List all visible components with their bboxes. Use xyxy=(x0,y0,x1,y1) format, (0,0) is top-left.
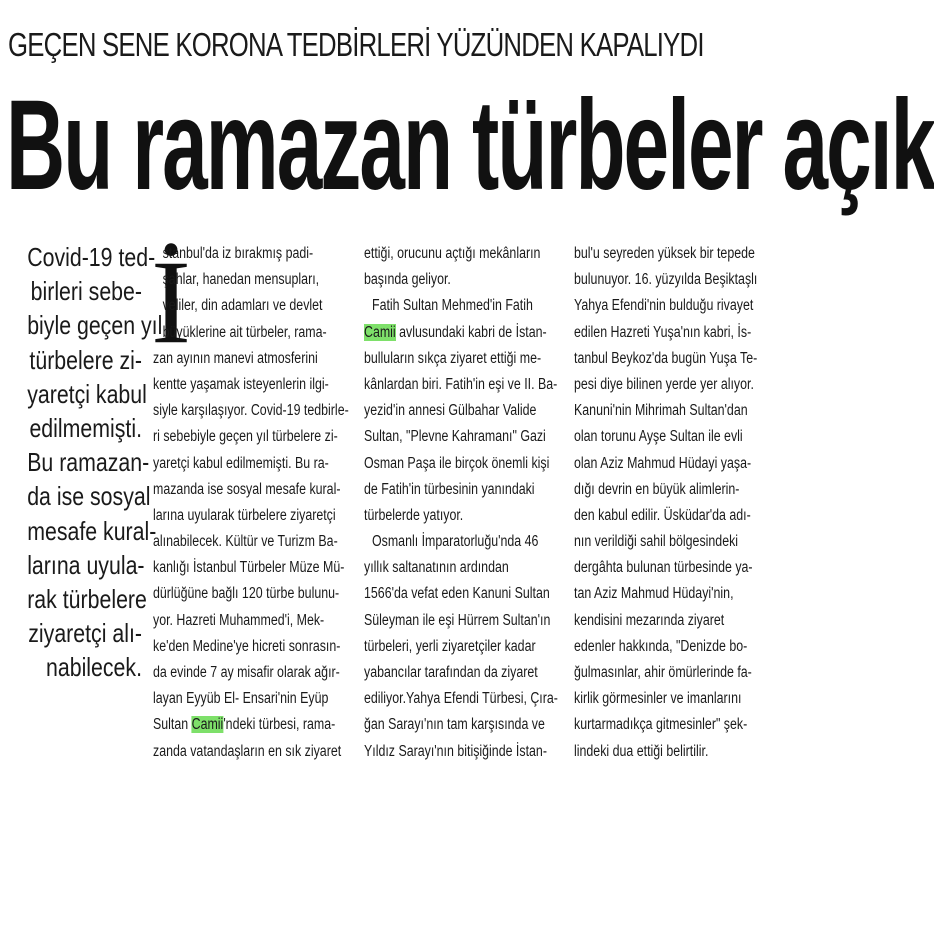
text-line: kirlik görmesinler ve imanlarını xyxy=(574,690,742,708)
sidebar-line: Covid-19 ted- xyxy=(27,242,156,272)
text-line: kânlardan biri. Fatih'in eşi ve II. Ba- xyxy=(364,375,558,393)
text-line: ri sebebiyle geçen yıl türbelere zi- xyxy=(153,428,338,446)
text-line: kurtarmadıkça gitmesinler" şek- xyxy=(574,716,748,734)
text-line: zan ayının manevi atmosferini xyxy=(153,349,318,367)
text-line: ğan Sarayı'nın tam karşısında ve xyxy=(364,716,545,734)
sidebar-line: yaretçi kabul xyxy=(27,378,147,409)
text-line: Yıldız Sarayı'nın bitişiğinde İstan- xyxy=(364,742,547,760)
text-line: nın verildiği sahil bölgesindeki xyxy=(574,533,739,551)
text-line: şahlar, hanedan mensupları, xyxy=(162,271,320,289)
text-line: büyüklerine ait türbeler, rama- xyxy=(162,323,327,341)
sidebar-line: larına uyula- xyxy=(27,549,145,580)
text-line: stanbul'da iz bırakmış padi- xyxy=(162,245,314,262)
text-line: den kabul edilir. Üsküdar'da adı- xyxy=(574,506,751,524)
text-line: larına uyularak türbelere ziyaretçi xyxy=(153,506,336,524)
text-line: lindeki dua ettiği belirtilir. xyxy=(574,742,709,760)
text-line: yezid'in annesi Gülbahar Valide xyxy=(364,402,537,420)
text-line: ke'den Medine'ye hicreti sonrasın- xyxy=(153,637,341,655)
text-line: veliler, din adamları ve devlet xyxy=(162,297,323,315)
text-line: türbelerde yatıyor. xyxy=(364,506,464,524)
text-line: dürlüğüne bağlı 120 türbe bulunu- xyxy=(153,585,340,603)
highlighted-word: Camii xyxy=(364,323,396,341)
headline: Bu ramazan türbeler açık xyxy=(6,74,934,217)
text-line: tan Aziz Mahmud Hüdayi'nin, xyxy=(574,585,734,603)
text-line: pesi diye bilinen yerde yer alıyor. xyxy=(574,375,754,393)
text-line xyxy=(364,320,547,346)
drop-cap: İ xyxy=(151,235,191,368)
sidebar-line: ziyaretçi alı- xyxy=(28,618,142,649)
sidebar-line: da ise sosyal xyxy=(27,481,151,512)
text-line: yabancılar tarafından da ziyaret xyxy=(364,664,538,681)
text-line: yaretçi kabul edilmemişti. Bu ra- xyxy=(153,454,329,472)
text-line: kanlığı İstanbul Türbeler Müze Mü- xyxy=(153,559,345,577)
sidebar-line: birleri sebe- xyxy=(30,276,142,307)
highlighted-word: Camii xyxy=(191,716,224,734)
text-line: Yahya Efendi'nin bulduğu rivayet xyxy=(574,297,754,315)
text-line: edenler hakkında, "Denizde bo- xyxy=(574,637,748,655)
text-line: ettiği, orucunu açtığı mekânların xyxy=(364,245,541,262)
text-line: tanbul Beykoz'da bugün Yuşa Te- xyxy=(574,349,758,367)
text-line: dığı devrin en büyük alimlerin- xyxy=(574,480,740,498)
sidebar-summary xyxy=(2,240,163,685)
text-span: avlusundaki kabri de İstan- xyxy=(395,323,547,341)
sidebar-line: mesafe kural- xyxy=(27,515,157,546)
text-line: Sultan, "Plevne Kahramanı" Gazi xyxy=(364,428,546,446)
text-line: bul'u seyreden yüksek bir tepede xyxy=(574,245,755,262)
text-line: kentte yaşamak isteyenlerin ilgi- xyxy=(153,375,329,393)
text-line: bulluların sıkça ziyaret ettiği me- xyxy=(364,349,542,367)
sidebar-line: edilmemişti. xyxy=(29,413,143,444)
text-line: edilen Hazreti Yuşa'nın kabri, İs- xyxy=(574,323,752,341)
text-line: mazanda ise sosyal mesafe kural- xyxy=(153,480,341,498)
text-line: ediliyor.Yahya Efendi Türbesi, Çıra- xyxy=(364,690,558,708)
text-line: da evinde 7 ay misafir olarak ağır- xyxy=(153,664,340,681)
text-span: Sultan xyxy=(153,716,192,734)
text-line: Süleyman ile eşi Hürrem Sultan'ın xyxy=(364,611,551,629)
text-line: dergâhta bulunan türbesinde ya- xyxy=(574,559,753,577)
article-column-1 xyxy=(151,235,353,765)
text-line: Fatih Sultan Mehmed'in Fatih xyxy=(372,297,533,315)
kicker: GEÇEN SENE KORONA TEDBİRLERİ YÜZÜNDEN KAPALIYDI xyxy=(8,26,704,63)
sidebar-line: biyle geçen yıl xyxy=(27,310,163,341)
text-line: Osmanlı İmparatorluğu'nda 46 xyxy=(372,533,539,551)
sidebar-line: Bu ramazan- xyxy=(27,447,150,478)
text-line: yıllık saltanatının ardından xyxy=(364,559,509,577)
text-line: yor. Hazreti Muhammed'i, Mek- xyxy=(153,611,325,629)
text-line: olan Aziz Mahmud Hüdayi yaşa- xyxy=(574,454,752,472)
text-line: alınabilecek. Kültür ve Turizm Ba- xyxy=(153,533,338,551)
sidebar-line: nabilecek. xyxy=(45,652,142,683)
text-line: türbeleri, yerli ziyaretçiler kadar xyxy=(364,637,536,655)
article-column-3 xyxy=(574,241,779,765)
text-line: ğulmasınlar, ahir ömürlerinde fa- xyxy=(574,664,752,681)
text-line xyxy=(153,712,336,738)
sidebar-line: türbelere zi- xyxy=(29,344,142,375)
text-line: de Fatih'in türbesinin yanındaki xyxy=(364,480,535,498)
text-line: olan torunu Ayşe Sultan ile evli xyxy=(574,428,743,446)
text-line: Osman Paşa ile birçok önemli kişi xyxy=(364,454,550,472)
text-line: bulunuyor. 16. yüzyılda Beşiktaşlı xyxy=(574,271,758,289)
text-line: kendisini mezarında ziyaret xyxy=(574,611,725,629)
text-line: 1566'da vefat eden Kanuni Sultan xyxy=(364,585,550,603)
text-span: 'ndeki türbesi, rama- xyxy=(223,716,336,734)
text-line: siyle karşılaşıyor. Covid-19 tedbirle- xyxy=(153,402,349,420)
text-line: Kanuni'nin Mihrimah Sultan'dan xyxy=(574,402,748,420)
article-column-2 xyxy=(364,241,564,765)
text-line: başında geliyor. xyxy=(364,271,451,289)
text-line: zanda vatandaşların en sık ziyaret xyxy=(153,742,342,760)
text-line: layan Eyyüb El- Ensari'nin Eyüp xyxy=(153,690,329,708)
sidebar-line: rak türbelere xyxy=(27,584,147,615)
